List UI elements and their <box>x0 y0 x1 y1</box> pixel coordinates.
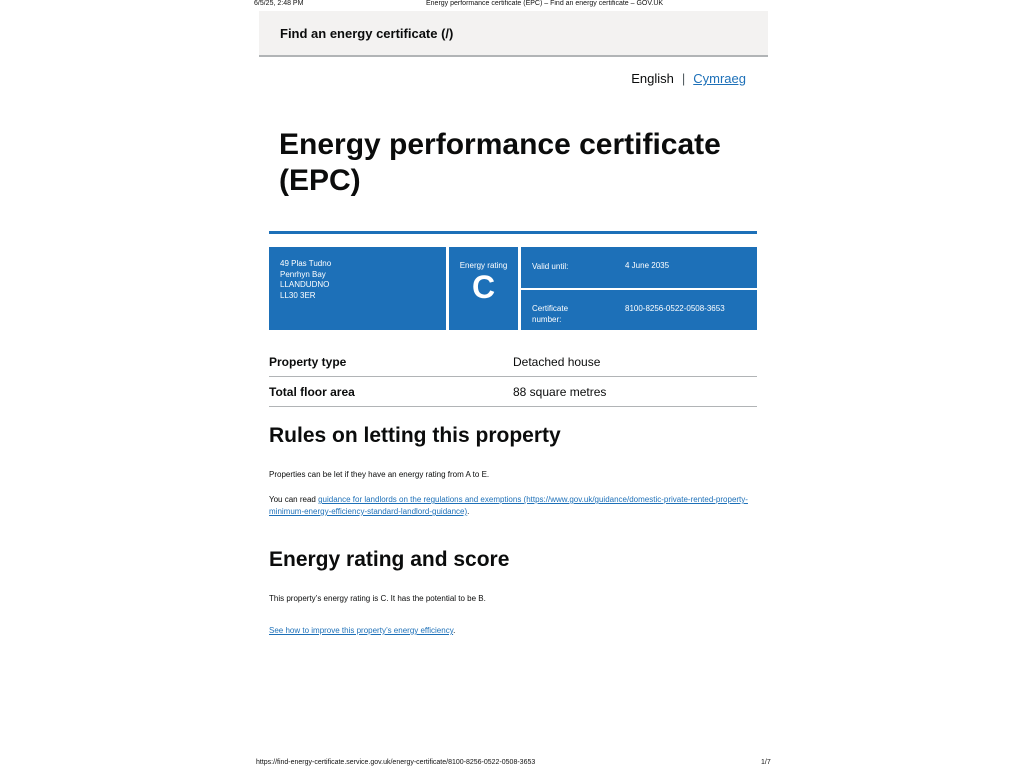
certificate-number-value: 8100-8256-0522-0508-3653 <box>625 304 725 313</box>
fact-key: Total floor area <box>269 385 355 399</box>
rules-text: Properties can be let if they have an energy rating from A to E. <box>269 470 490 479</box>
improve-efficiency-paragraph <box>269 625 759 637</box>
print-header <box>0 0 1024 10</box>
valid-until-label: Valid until: <box>532 262 569 271</box>
address-line: Penrhyn Bay <box>280 269 326 279</box>
improve-efficiency-link[interactable]: See how to improve this property’s energy efficiency <box>269 626 454 635</box>
rules-guidance-paragraph <box>269 494 759 518</box>
rules-guidance-prefix: You can read <box>269 495 319 504</box>
service-header <box>259 11 768 57</box>
fact-key: Property type <box>269 355 347 369</box>
address-line: LLANDUDNO <box>280 280 330 289</box>
fact-row-property-type <box>269 347 757 377</box>
energy-rating-heading: Energy rating and score <box>269 548 510 571</box>
rules-guidance-suffix: . <box>467 507 470 516</box>
language-switcher <box>631 71 746 86</box>
valid-until-value: 4 June 2035 <box>625 261 670 270</box>
energy-rating-text: This property’s energy rating is C. It has the potential to be B. <box>269 594 486 603</box>
print-date: 6/5/25, 2:48 PM <box>254 0 304 7</box>
print-page-count: 1/7 <box>761 759 771 766</box>
address-line: LL30 3ER <box>280 290 316 300</box>
rules-heading: Rules on letting this property <box>269 424 561 447</box>
energy-rating-letter: C <box>471 269 496 305</box>
address-line: 49 Plas Tudno <box>280 259 332 268</box>
title-divider <box>269 231 757 234</box>
valid-until-box <box>521 247 757 288</box>
certificate-number-label: Certificate number: <box>532 304 569 324</box>
improve-efficiency-suffix: . <box>453 626 456 635</box>
fact-value: Detached house <box>513 355 601 369</box>
fact-row-floor-area <box>269 377 757 407</box>
energy-rating-label: Energy rating <box>459 261 508 270</box>
language-english: English <box>631 71 674 86</box>
language-separator: | <box>681 71 686 86</box>
page-title: Energy performance certificate (EPC) <box>279 128 721 197</box>
certificate-number-box <box>521 290 757 330</box>
print-title: Energy performance certificate (EPC) – Find an energy certificate – GOV.UK <box>426 0 664 7</box>
property-facts <box>269 347 757 407</box>
service-name-link[interactable]: Find an energy certificate (/) <box>280 26 454 41</box>
epc-summary <box>269 247 757 331</box>
landlord-guidance-link[interactable]: guidance for landlords on the regulations and exemptions (https://www.gov.uk/guidance/domestic-private-rented-property-minimum-energy-efficiency-standard-landlord-guidance) <box>269 495 748 516</box>
print-url: https://find-energy-certificate.service.gov.uk/energy-certificate/8100-8256-0522-0508-3653 <box>256 759 536 766</box>
property-address <box>269 247 446 330</box>
energy-rating-box <box>449 247 518 330</box>
certificate-page <box>259 11 768 756</box>
language-cymraeg-link[interactable]: Cymraeg <box>693 71 746 86</box>
fact-value: 88 square metres <box>513 385 607 399</box>
